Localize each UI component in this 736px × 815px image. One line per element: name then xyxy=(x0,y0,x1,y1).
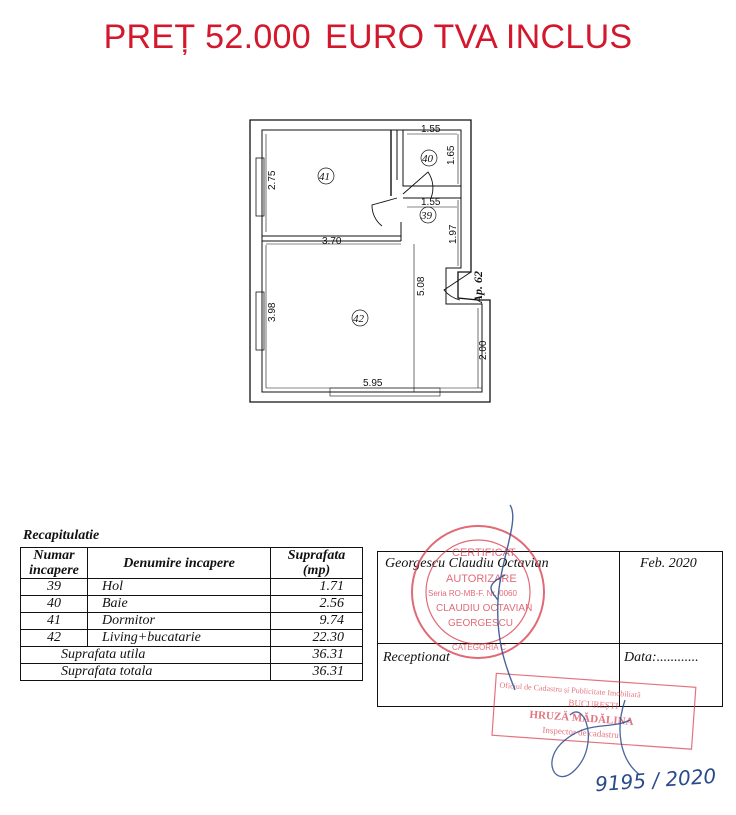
door-bedroom xyxy=(372,198,397,226)
dim-living-width-top: 3.70 xyxy=(322,236,342,247)
stamp-line-3: Seria RO-MB-F. Nr. 0060 xyxy=(428,589,517,598)
office-stamp-line-1: Oficiul de Cadastru și Publicitate Imobiliară xyxy=(499,680,642,700)
certification-box xyxy=(377,551,723,707)
table-row: 39 Hol 1.71 xyxy=(21,579,363,596)
room-number-42: 42 xyxy=(353,313,364,325)
dim-living-height: 3.98 xyxy=(267,302,278,322)
dim-living-depth: 5.08 xyxy=(416,276,427,296)
data-label: Data:............ xyxy=(624,650,699,665)
header-name: Denumire incapere xyxy=(88,548,271,579)
useful-area-row xyxy=(21,647,363,664)
table-row: 40 Baie 2.56 xyxy=(21,596,363,613)
dim-living-width-bottom: 5.95 xyxy=(363,378,383,389)
header-area: Suprafata (mp) xyxy=(271,548,363,579)
recap-header-row xyxy=(21,548,363,579)
handwritten-number: 9195 / 2020 xyxy=(594,763,717,797)
window-left-bottom xyxy=(256,292,264,350)
inner-wall xyxy=(262,130,482,392)
office-stamp-line-2: BUCUREȘTI xyxy=(568,697,619,711)
total-area-value: 36.31 xyxy=(271,664,363,681)
stamp-line-2: AUTORIZARE xyxy=(446,573,517,585)
total-area-label: Suprafata totala xyxy=(21,664,271,681)
dim-bedroom-height: 2.75 xyxy=(267,170,278,190)
window-left-top xyxy=(256,158,264,216)
dim-hol-height: 1.97 xyxy=(448,224,459,244)
recap-table xyxy=(20,547,363,681)
dim-bath-height: 1.65 xyxy=(446,145,457,165)
dim-entry-height: 2.00 xyxy=(478,340,489,360)
stamp-line-1: CERTIFICAT xyxy=(452,547,516,559)
dim-bath-width: 1.55 xyxy=(421,124,441,135)
author-name: Georgescu Claudiu Octavian xyxy=(385,556,549,571)
recap-title: Recapitulatie xyxy=(23,528,100,543)
author-date: Feb. 2020 xyxy=(640,556,697,571)
room-number-41: 41 xyxy=(319,171,330,183)
header-num: Numar incapere xyxy=(21,548,88,579)
price-currency: EURO TVA INCLUS xyxy=(324,18,633,56)
receptionat-label: Receptionat xyxy=(383,650,450,665)
room-number-39: 39 xyxy=(421,210,432,222)
apartment-label: Ap. 62 xyxy=(471,270,485,303)
table-row: 41 Dormitor 9.74 xyxy=(21,613,363,630)
office-stamp-line-3: HRUZĂ MĂDĂLINA xyxy=(529,708,634,729)
office-stamp-line-4: Inspector de cadastru xyxy=(542,724,620,741)
useful-area-label: Suprafata utila xyxy=(21,647,271,664)
stamp-line-5: GEORGESCU xyxy=(448,618,514,629)
room-number-40: 40 xyxy=(422,153,433,165)
stamp-line-6: CATEGORIA C xyxy=(452,643,507,652)
stamp-line-4: CLAUDIU OCTAVIAN xyxy=(436,603,533,614)
useful-area-value: 36.31 xyxy=(271,647,363,664)
dim-hol-width: 1.55 xyxy=(421,197,441,208)
door-bath xyxy=(403,172,433,198)
total-area-row xyxy=(21,664,363,681)
table-row: 42 Living+bucatarie 22.30 xyxy=(21,630,363,647)
price-amount: PREȚ 52.000 xyxy=(103,18,311,56)
